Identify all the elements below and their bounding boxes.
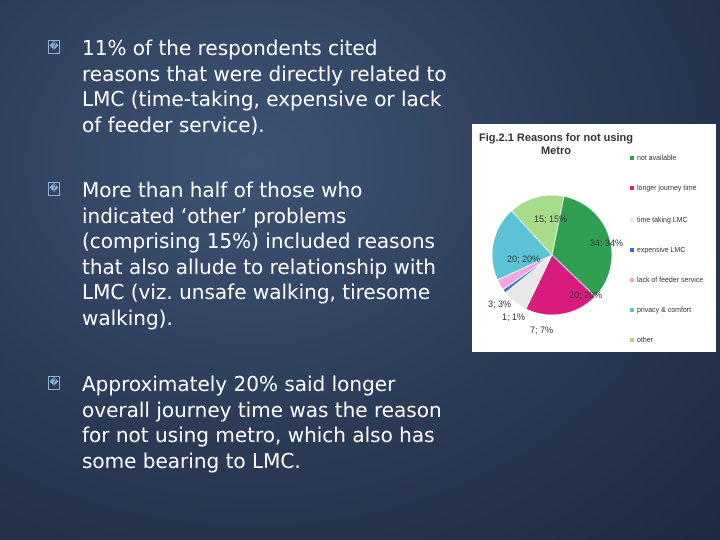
pie-svg: [472, 124, 632, 352]
legend-swatch: [630, 186, 634, 190]
bullet-text: More than half of those who indicated ‘other’ problems (comprising 15%) included reasons that also allude to relationship with LMC (viz. unsafe walking, tiresome walking).: [82, 178, 436, 330]
bullet-marker-icon: �: [49, 42, 59, 52]
pie-data-label: 20; 20%: [569, 290, 603, 300]
bullet-marker-icon: �: [49, 378, 59, 388]
legend-label: other: [637, 337, 653, 344]
legend-swatch: [630, 278, 634, 282]
legend-swatch: [630, 218, 634, 222]
bullet-marker-icon: �: [49, 184, 59, 194]
pie-data-label: 34; 34%: [590, 238, 624, 248]
pie-data-label: 3; 3%: [488, 299, 512, 309]
legend-label: privacy & comfort: [637, 307, 692, 314]
pie-data-label: 15; 15%: [534, 214, 568, 224]
pie-data-label: 1; 1%: [502, 312, 526, 322]
bullet-text: 11% of the respondents cited reasons that were directly related to LMC (time-taking, expensive or lack of feeder service).: [82, 36, 447, 137]
pie-data-label: 20; 20%: [507, 254, 541, 264]
legend-swatch: [630, 308, 634, 312]
legend-label: lack of feeder service: [637, 277, 704, 284]
legend-swatch: [630, 248, 634, 252]
legend-label: expensive LMC: [637, 247, 686, 254]
legend-label: longer journey time: [637, 185, 697, 192]
legend-label: not available: [637, 155, 677, 162]
legend-swatch: [630, 338, 634, 342]
legend-swatch: [630, 156, 634, 160]
pie-chart: [472, 124, 716, 352]
bullet-text: Approximately 20% said longer overall journey time was the reason for not using metro, which also has some bearing to LMC.: [82, 372, 442, 473]
pie-data-label: 7; 7%: [530, 325, 554, 335]
chart-title: Fig.2.1 Reasons for not using Metro: [478, 132, 634, 157]
legend-label: time taking LMC: [637, 217, 688, 224]
